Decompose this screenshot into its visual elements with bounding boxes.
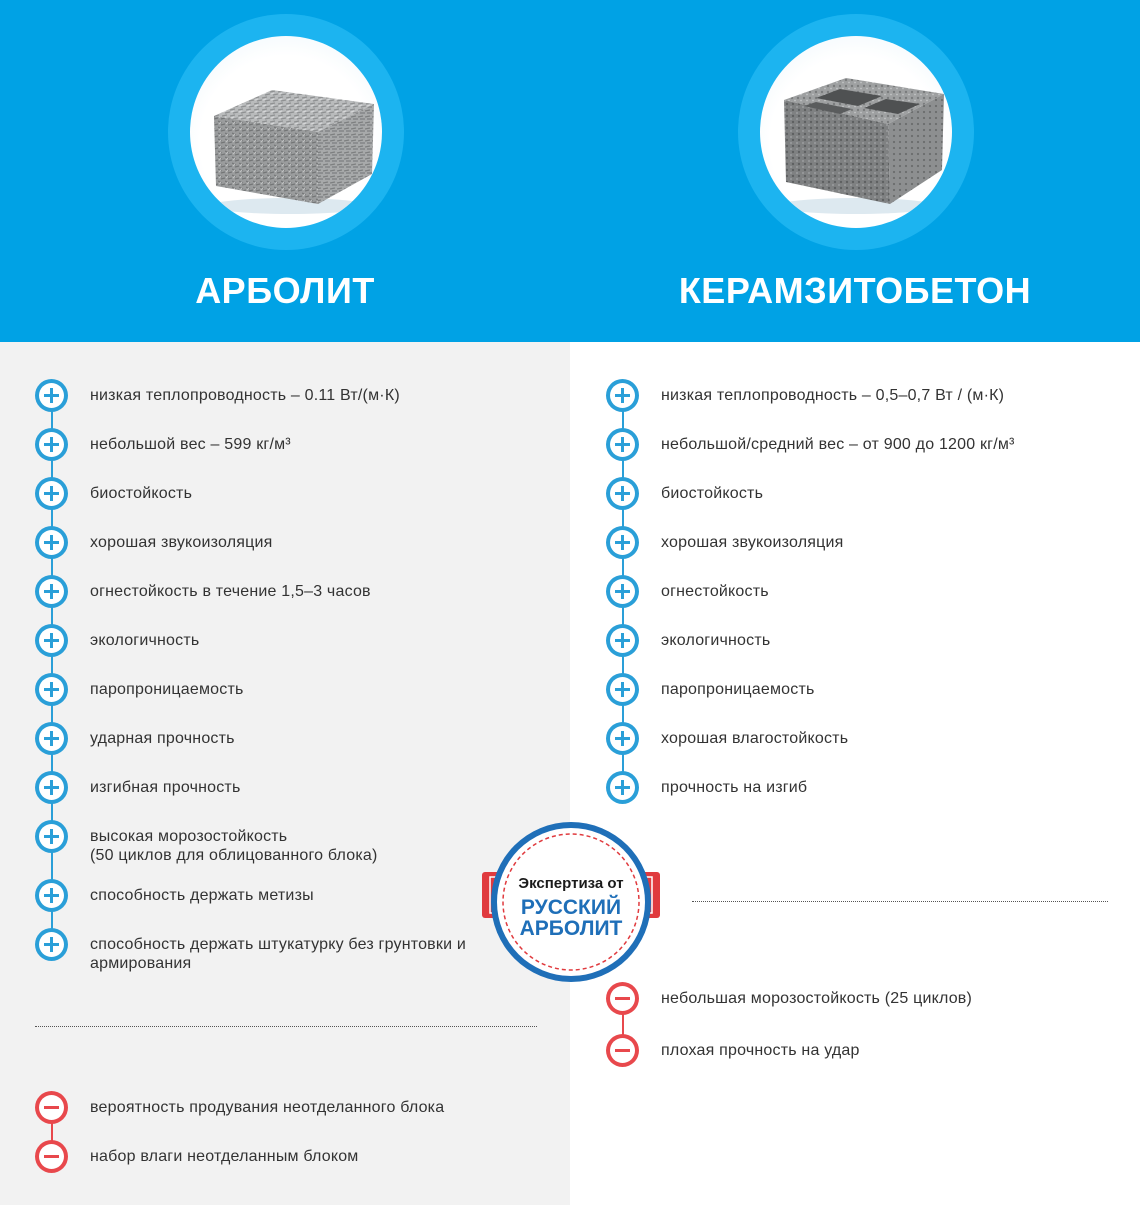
plus-circle-icon bbox=[606, 673, 639, 706]
arbolit-block-image bbox=[190, 36, 382, 228]
plus-circle-icon bbox=[606, 477, 639, 510]
arbolit-pro-text: небольшой вес – 599 кг/м³ bbox=[90, 436, 291, 453]
keramzitobeton-cons-list bbox=[606, 982, 1126, 1082]
plus-circle-icon bbox=[35, 771, 68, 804]
keramzitobeton-pro-text: небольшой/средний вес – от 900 до 1200 кг/м³ bbox=[661, 436, 1015, 453]
arbolit-pro-text: хорошая звукоизоляция bbox=[90, 534, 273, 551]
plus-circle-icon bbox=[606, 771, 639, 804]
expert-badge bbox=[482, 822, 660, 982]
keramzitobeton-pro-text: низкая теплопроводность – 0,5–0,7 Вт / (м·К) bbox=[661, 387, 1005, 404]
arbolit-pro-text: изгибная прочность bbox=[90, 779, 241, 796]
minus-circle-icon bbox=[606, 982, 639, 1015]
plus-circle-icon bbox=[606, 575, 639, 608]
plus-circle-icon bbox=[35, 428, 68, 461]
keramzitobeton-pro-text: биостойкость bbox=[661, 485, 764, 502]
arbolit-pro-text: низкая теплопроводность – 0.11 Вт/(м·К) bbox=[90, 387, 400, 404]
arbolit-pro-text: способность держать метизы bbox=[90, 887, 314, 904]
plus-circle-icon bbox=[606, 526, 639, 559]
keramzitobeton-pros-list bbox=[606, 379, 1126, 809]
arbolit-pro-text: высокая морозостойкость (50 циклов для облицованного блока) bbox=[90, 828, 378, 864]
plus-circle-icon bbox=[35, 722, 68, 755]
plus-circle-icon bbox=[35, 673, 68, 706]
keramzitobeton-block-image bbox=[760, 36, 952, 228]
keramzitobeton-title: КЕРАМЗИТОБЕТОН bbox=[678, 270, 1032, 311]
plus-circle-icon bbox=[606, 624, 639, 657]
keramzitobeton-divider bbox=[692, 901, 1108, 902]
plus-circle-icon bbox=[35, 477, 68, 510]
arbolit-divider bbox=[35, 1026, 537, 1027]
keramzitobeton-pro-text: прочность на изгиб bbox=[661, 779, 808, 796]
plus-circle-icon bbox=[35, 575, 68, 608]
plus-circle-icon bbox=[35, 526, 68, 559]
badge-line-3: АРБОЛИТ bbox=[519, 917, 623, 940]
plus-circle-icon bbox=[35, 820, 68, 853]
plus-circle-icon bbox=[606, 379, 639, 412]
plus-circle-icon bbox=[35, 624, 68, 657]
arbolit-cons-list bbox=[35, 1091, 555, 1191]
arbolit-con-text: вероятность продувания неотделанного блока bbox=[90, 1099, 445, 1116]
keramzitobeton-image-ring bbox=[738, 14, 974, 250]
arbolit-image-ring bbox=[168, 14, 404, 250]
arbolit-pro-text: биостойкость bbox=[90, 485, 193, 502]
plus-circle-icon bbox=[606, 428, 639, 461]
minus-circle-icon bbox=[606, 1034, 639, 1067]
plus-circle-icon bbox=[606, 722, 639, 755]
arbolit-pro-text: экологичность bbox=[90, 632, 200, 649]
arbolit-pro-text: паропроницаемость bbox=[90, 681, 244, 698]
badge-line-2: РУССКИЙ bbox=[520, 896, 622, 919]
keramzitobeton-pro-text: огнестойкость bbox=[661, 583, 769, 600]
minus-circle-icon bbox=[35, 1091, 68, 1124]
keramzitobeton-pro-text: хорошая звукоизоляция bbox=[661, 534, 844, 551]
plus-circle-icon bbox=[35, 879, 68, 912]
arbolit-pro-text: способность держать штукатурку без грунтовки и армирования bbox=[90, 936, 467, 972]
minus-circle-icon bbox=[35, 1140, 68, 1173]
keramzitobeton-pro-text: паропроницаемость bbox=[661, 681, 815, 698]
arbolit-pros-list bbox=[35, 379, 555, 979]
keramzitobeton-pro-text: хорошая влагостойкость bbox=[661, 730, 849, 747]
badge-line-1: Экспертиза от bbox=[518, 875, 624, 892]
plus-circle-icon bbox=[35, 379, 68, 412]
keramzitobeton-con-text: плохая прочность на удар bbox=[661, 1042, 860, 1059]
keramzitobeton-pro-text: экологичность bbox=[661, 632, 771, 649]
arbolit-con-text: набор влаги неотделанным блоком bbox=[90, 1148, 359, 1165]
plus-circle-icon bbox=[35, 928, 68, 961]
arbolit-pro-text: огнестойкость в течение 1,5–3 часов bbox=[90, 583, 371, 600]
keramzitobeton-con-text: небольшая морозостойкость (25 циклов) bbox=[661, 990, 973, 1007]
arbolit-title: АРБОЛИТ bbox=[195, 270, 375, 311]
arbolit-pro-text: ударная прочность bbox=[90, 730, 235, 747]
